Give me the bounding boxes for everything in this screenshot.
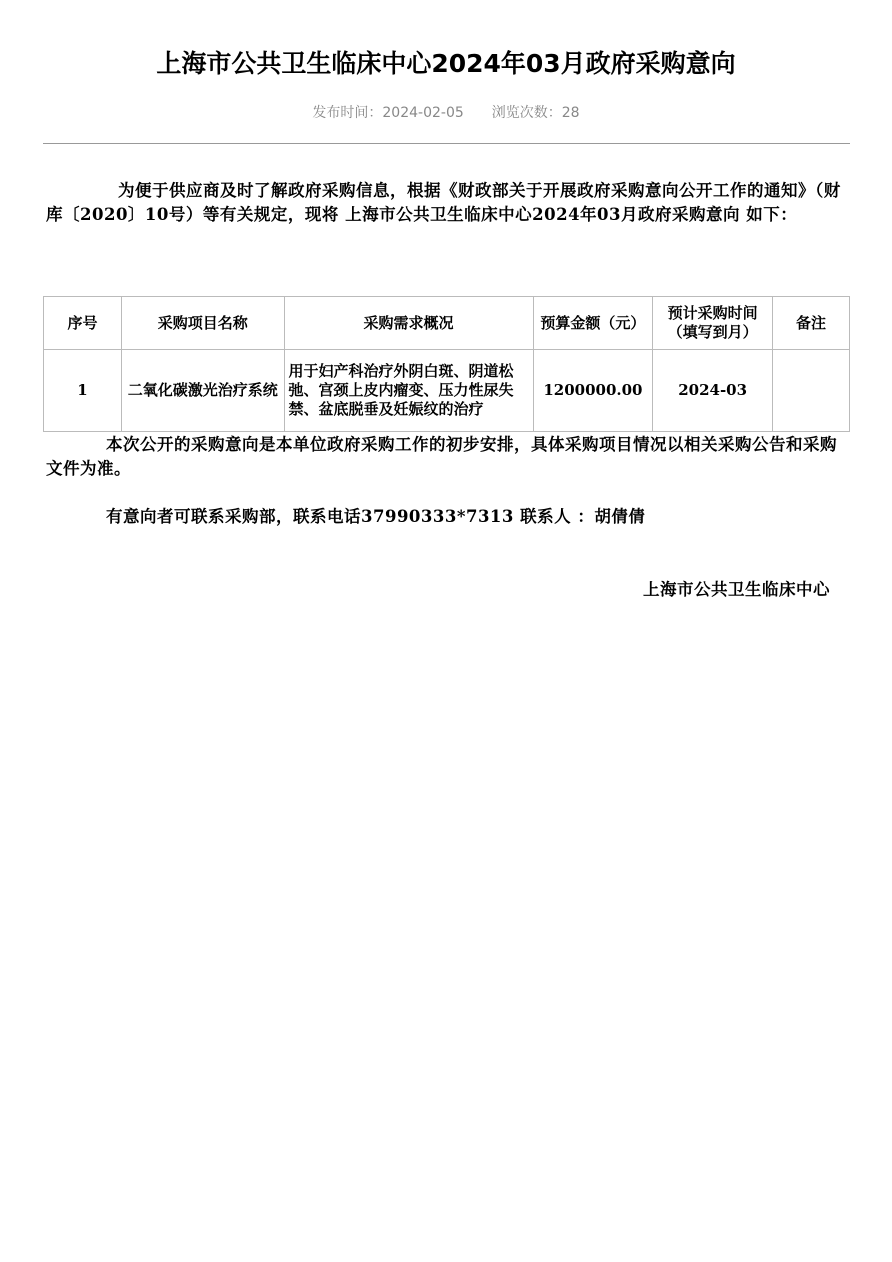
signature: 上海市公共卫生临床中心: [643, 580, 830, 599]
meta-info: [0, 102, 892, 122]
header-seq: 序号: [44, 297, 122, 350]
cell-time: 2024-03: [653, 350, 773, 432]
cell-note: [773, 350, 850, 432]
header-time: 预计采购时间（填写到月）: [653, 297, 773, 350]
page-title: 上海市公共卫生临床中心2024年03月政府采购意向: [156, 49, 736, 78]
intro-paragraph: 为便于供应商及时了解政府采购信息，根据《财政部关于开展政府采购意向公开工作的通知》（财库〔2020〕10号）等有关规定，现将 上海市公共卫生临床中心2024年03月政府采购意向 如下：: [46, 181, 841, 224]
header-note: 备注: [773, 297, 850, 350]
cell-requirement: 用于妇产科治疗外阴白斑、阴道松弛、宫颈上皮内瘤变、压力性尿失禁、盆底脱垂及妊娠纹的治疗: [284, 350, 533, 432]
publish-date: [312, 102, 463, 122]
views-count-value: 28: [561, 105, 580, 121]
publish-date-value: 2024-02-05: [382, 105, 464, 121]
cell-project-name: 二氧化碳激光治疗系统: [122, 350, 284, 432]
cell-budget: 1200000.00: [533, 350, 653, 432]
header-requirement: 采购需求概况: [284, 297, 533, 350]
publish-label: 发布时间：: [312, 105, 383, 121]
header-budget: 预算金额（元）: [533, 297, 653, 350]
table-header-row: [44, 297, 850, 350]
title-divider: [43, 143, 850, 144]
procurement-table: [43, 296, 850, 432]
view-count: [492, 102, 580, 122]
closing-paragraph: 本次公开的采购意向是本单位政府采购工作的初步安排，具体采购项目情况以相关采购公告和采购文件为准。: [46, 435, 837, 478]
contact-line: 有意向者可联系采购部，联系电话37990333*7313 联系人 ：胡倩倩: [106, 507, 646, 526]
table-row: [44, 350, 850, 432]
cell-seq: 1: [44, 350, 122, 432]
views-label: 浏览次数：: [491, 105, 562, 121]
header-project-name: 采购项目名称: [122, 297, 284, 350]
